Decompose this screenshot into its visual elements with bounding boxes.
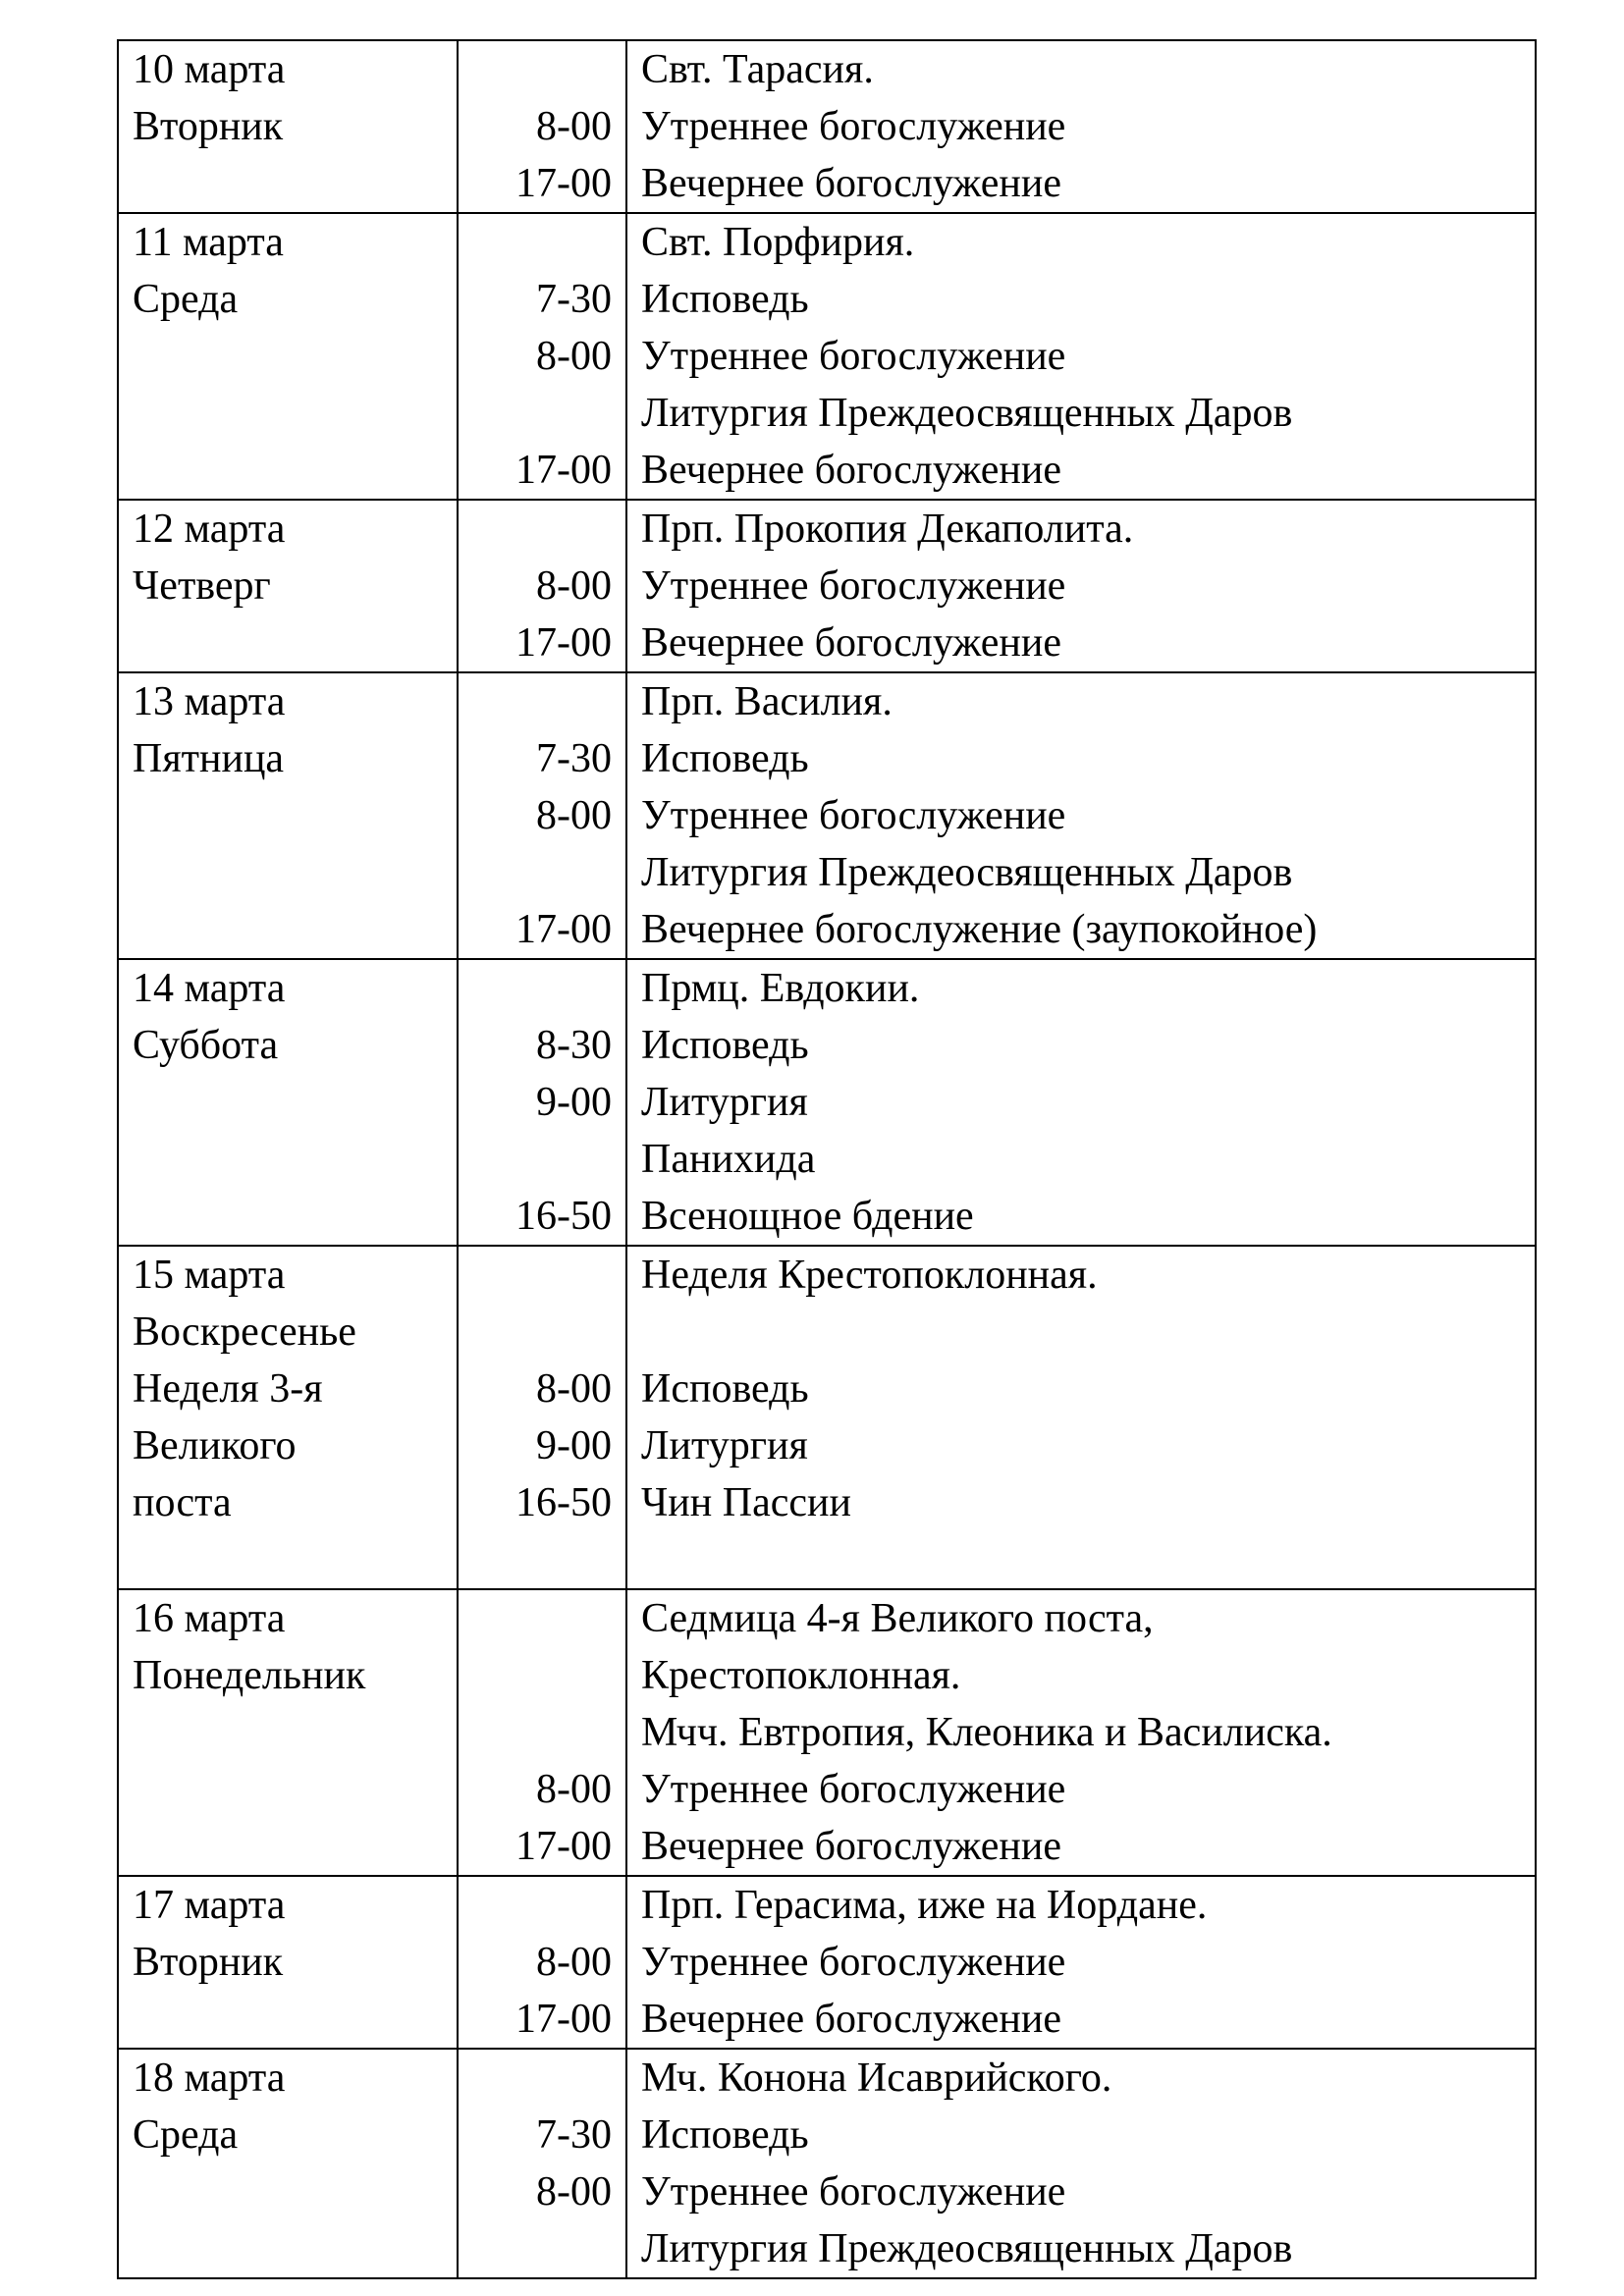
service-cell	[626, 1246, 1536, 1589]
service-time: 16-50	[515, 1194, 612, 1239]
service-time	[459, 673, 612, 730]
time-cell	[458, 2049, 626, 2278]
service-time: 17-00	[515, 907, 612, 952]
service-time: 8-00	[536, 334, 612, 379]
time-cell	[458, 40, 626, 213]
service-time	[459, 2050, 612, 2107]
service-name: Вечернее богослужение	[641, 1997, 1061, 2042]
schedule-row	[118, 672, 1536, 959]
date-label: 15 марта	[133, 1253, 286, 1298]
service-name: Мчч. Евтропия, Клеоника и Василиска.	[641, 1710, 1332, 1755]
service-name: Чин Пассии	[641, 1480, 851, 1525]
time-cell	[458, 672, 626, 959]
service-time	[459, 1704, 612, 1761]
service-name: Свт. Тарасия.	[641, 47, 874, 92]
service-time: 9-00	[536, 1423, 612, 1468]
service-time: 8-00	[536, 2169, 612, 2215]
date-cell	[118, 1876, 458, 2049]
day-label: Воскресенье	[133, 1309, 356, 1355]
service-time: 16-50	[515, 1480, 612, 1525]
service-time	[459, 1304, 612, 1361]
service-name: Литургия Преждеосвященных Даров	[641, 850, 1293, 895]
date-label: 18 марта	[133, 2056, 286, 2101]
service-cell	[626, 959, 1536, 1246]
service-cell	[626, 213, 1536, 500]
service-time: 8-00	[536, 563, 612, 609]
schedule-row	[118, 1876, 1536, 2049]
day-label: Неделя 3-я	[133, 1366, 323, 1412]
service-time: 7-30	[536, 277, 612, 322]
schedule-row	[118, 959, 1536, 1246]
service-time: 8-00	[536, 1366, 612, 1412]
time-cell	[458, 959, 626, 1246]
service-time: 8-00	[536, 104, 612, 149]
service-time: 7-30	[536, 2112, 612, 2158]
schedule-table	[117, 39, 1537, 2279]
service-time: 17-00	[515, 161, 612, 206]
service-time	[459, 1247, 612, 1304]
service-name: Панихида	[641, 1137, 816, 1182]
service-name: Утреннее богослужение	[641, 793, 1066, 838]
day-label: поста	[133, 1480, 232, 1525]
day-label: Среда	[133, 277, 239, 322]
day-label: Четверг	[133, 563, 271, 609]
service-time: 17-00	[515, 1997, 612, 2042]
service-time: 8-00	[536, 1767, 612, 1812]
date-cell	[118, 500, 458, 672]
service-time: 17-00	[515, 448, 612, 493]
date-cell	[118, 959, 458, 1246]
service-name: Вечернее богослужение	[641, 620, 1061, 666]
service-time	[459, 1531, 612, 1588]
service-time: 8-00	[536, 793, 612, 838]
service-name: Прмц. Евдокии.	[641, 966, 920, 1011]
service-name: Литургия	[641, 1423, 808, 1468]
service-name: Прп. Василия.	[641, 679, 893, 724]
service-name: Исповедь	[641, 1366, 809, 1412]
day-label: Великого	[133, 1423, 297, 1468]
service-cell	[626, 672, 1536, 959]
service-time	[459, 41, 612, 98]
service-time: 17-00	[515, 1824, 612, 1869]
service-time: 17-00	[515, 620, 612, 666]
service-name: Утреннее богослужение	[641, 104, 1066, 149]
date-label: 17 марта	[133, 1883, 286, 1928]
service-time	[459, 2220, 612, 2277]
service-name: Вечернее богослужение	[641, 448, 1061, 493]
service-name: Седмица 4-я Великого поста,	[641, 1596, 1154, 1641]
service-name: Всенощное бдение	[641, 1194, 974, 1239]
schedule-row	[118, 1246, 1536, 1589]
service-time	[459, 1647, 612, 1704]
service-cell	[626, 1589, 1536, 1876]
date-cell	[118, 1246, 458, 1589]
service-name: Исповедь	[641, 2112, 809, 2158]
service-cell	[626, 500, 1536, 672]
service-name	[641, 1304, 1535, 1361]
service-time	[459, 1590, 612, 1647]
schedule-body	[118, 40, 1536, 2278]
service-name: Исповедь	[641, 277, 809, 322]
service-name: Исповедь	[641, 736, 809, 781]
date-cell	[118, 213, 458, 500]
service-time	[459, 1131, 612, 1188]
date-cell	[118, 40, 458, 213]
date-label: 11 марта	[133, 220, 284, 265]
service-cell	[626, 1876, 1536, 2049]
day-label: Среда	[133, 2112, 239, 2158]
date-label: 13 марта	[133, 679, 286, 724]
service-name: Утреннее богослужение	[641, 334, 1066, 379]
day-label: Понедельник	[133, 1653, 366, 1698]
schedule-row	[118, 500, 1536, 672]
service-time	[459, 501, 612, 558]
date-label: 12 марта	[133, 507, 286, 552]
service-name: Вечернее богослужение	[641, 161, 1061, 206]
time-cell	[458, 500, 626, 672]
service-name: Вечернее богослужение	[641, 1824, 1061, 1869]
service-time	[459, 844, 612, 901]
day-label: Суббота	[133, 1023, 279, 1068]
day-label: Пятница	[133, 736, 285, 781]
service-name: Исповедь	[641, 1023, 809, 1068]
service-time: 8-00	[536, 1940, 612, 1985]
service-name: Утреннее богослужение	[641, 1940, 1066, 1985]
date-cell	[118, 2049, 458, 2278]
service-time	[459, 1877, 612, 1934]
service-time	[459, 385, 612, 442]
service-name: Крестопоклонная.	[641, 1653, 961, 1698]
service-name: Свт. Порфирия.	[641, 220, 915, 265]
schedule-row	[118, 2049, 1536, 2278]
service-name: Литургия Преждеосвященных Даров	[641, 2226, 1293, 2271]
service-time: 8-30	[536, 1023, 612, 1068]
service-name	[641, 1531, 1535, 1588]
schedule-row	[118, 1589, 1536, 1876]
service-name: Неделя Крестопоклонная.	[641, 1253, 1098, 1298]
day-label: Вторник	[133, 104, 284, 149]
day-label: Вторник	[133, 1940, 284, 1985]
time-cell	[458, 1589, 626, 1876]
service-name: Литургия Преждеосвященных Даров	[641, 391, 1293, 436]
service-cell	[626, 2049, 1536, 2278]
date-label: 16 марта	[133, 1596, 286, 1641]
service-time	[459, 214, 612, 271]
service-time	[459, 960, 612, 1017]
service-time: 9-00	[536, 1080, 612, 1125]
date-label: 14 марта	[133, 966, 286, 1011]
service-name: Прп. Герасима, иже на Иордане.	[641, 1883, 1208, 1928]
time-cell	[458, 213, 626, 500]
schedule-row	[118, 40, 1536, 213]
date-label: 10 марта	[133, 47, 286, 92]
service-name: Мч. Конона Исаврийского.	[641, 2056, 1112, 2101]
schedule-row	[118, 213, 1536, 500]
service-name: Утреннее богослужение	[641, 2169, 1066, 2215]
service-name: Литургия	[641, 1080, 808, 1125]
service-name: Вечернее богослужение (заупокойное)	[641, 907, 1318, 952]
time-cell	[458, 1876, 626, 2049]
service-time: 7-30	[536, 736, 612, 781]
service-cell	[626, 40, 1536, 213]
date-cell	[118, 672, 458, 959]
service-name: Прп. Прокопия Декаполита.	[641, 507, 1134, 552]
service-name: Утреннее богослужение	[641, 563, 1066, 609]
time-cell	[458, 1246, 626, 1589]
service-name: Утреннее богослужение	[641, 1767, 1066, 1812]
date-cell	[118, 1589, 458, 1876]
